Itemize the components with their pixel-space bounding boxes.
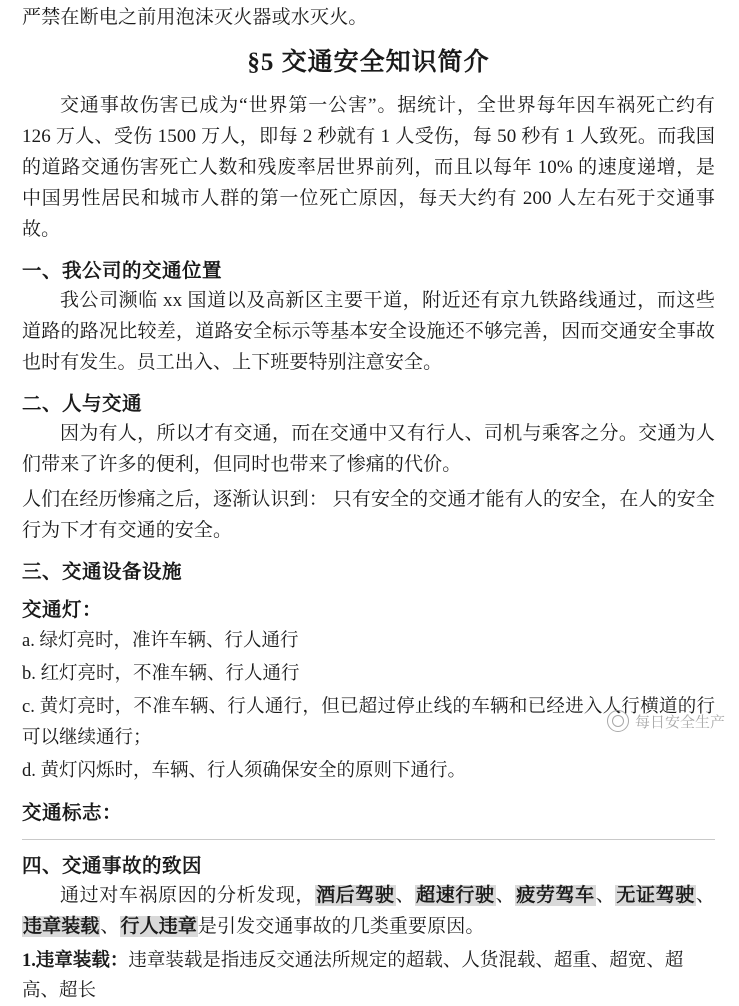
list-item: c. 黄灯亮时，不准车辆、行人通行，但已超过停止线的车辆和已经进入人行横道的行可以继续通行； bbox=[22, 697, 715, 748]
list-item: b. 红灯亮时，不准车辆、行人通行 bbox=[22, 664, 300, 684]
cause-2: 超速行驶 bbox=[416, 885, 495, 906]
numbered-item-text: 违章装载是指违反交通法所规定的超载、人货混载、超重、超宽、超高、超长 bbox=[22, 951, 684, 1001]
section-1-paragraph: 我公司濒临 xx 国道以及高新区主要干道，附近还有京九铁路线通过，而这些道路的路况比较差，道路安全标示等基本安全设施还不够完善，因而交通安全事故也时有发生。员工出入、上下班要特别注意安全。 bbox=[22, 290, 715, 373]
numbered-item-1 bbox=[22, 946, 715, 1006]
cause-6: 行人违章 bbox=[120, 916, 197, 937]
traffic-sign-subheading: 交通标志： bbox=[22, 803, 123, 824]
page-title: §5 交通安全知识简介 bbox=[247, 49, 490, 76]
cause-3: 疲劳驾车 bbox=[516, 885, 595, 906]
lead-suffix: 是引发交通事故的几类重要原因。 bbox=[197, 916, 485, 937]
section-heading-1: 一、我公司的交通位置 bbox=[22, 261, 223, 282]
cause-4: 无证驾驶 bbox=[616, 885, 695, 906]
top-partial-line: 严禁在断电之前用泡沫灭火器或水灭火。 bbox=[22, 7, 368, 28]
lead-prefix: 通过对车祸原因的分析发现， bbox=[60, 885, 316, 906]
section-heading-3: 三、交通设备设施 bbox=[22, 562, 183, 583]
section-heading-2: 二、人与交通 bbox=[22, 394, 143, 415]
list-item: a. 绿灯亮时，准许车辆、行人通行 bbox=[22, 631, 299, 651]
watermark-label: 每日安全生产 bbox=[634, 713, 725, 731]
intro-paragraph: 交通事故伤害已成为“世界第一公害”。据统计，全世界每年因车祸死亡约有 126 万人、受伤 1500 万人，即每 2 秒就有 1 人受伤，每 50 秒有 1 人致死。而我国的道路交通伤害死亡人数和残废率居世界前列，而且以每年 10% 的速度递增，是中国男性居民和城市人群的第一位死亡原因，每天大约有 200 人左右死于交通事故。 bbox=[22, 95, 715, 240]
section-4-lead-paragraph: 通过对车祸原因的分析发现，酒后驾驶、超速行驶、疲劳驾车、无证驾驶、违章装载、行人违章是引发交通事故的几类重要原因。 bbox=[23, 885, 715, 937]
section-2-paragraph-2: 人们在经历惨痛之后，逐渐认识到： 只有安全的交通才能有人的安全，在人的安全行为下才有交通的安全。 bbox=[22, 489, 715, 541]
cause-1: 酒后驾驶 bbox=[316, 885, 395, 906]
section-2-paragraph-1: 因为有人，所以才有交通，而在交通中又有行人、司机与乘客之分。交通为人们带来了许多的便利，但同时也带来了惨痛的代价。 bbox=[22, 423, 715, 475]
section-heading-4: 四、交通事故的致因 bbox=[22, 856, 203, 877]
cause-5: 违章装载 bbox=[23, 916, 100, 937]
traffic-light-subheading: 交通灯： bbox=[22, 600, 103, 621]
circle-logo-icon bbox=[607, 710, 629, 732]
watermark-badge bbox=[607, 710, 725, 732]
list-item: d. 黄灯闪烁时，车辆、行人须确保安全的原则下通行。 bbox=[22, 761, 467, 781]
numbered-item-label: 1.违章装载： bbox=[22, 951, 129, 971]
section-divider bbox=[22, 839, 715, 840]
